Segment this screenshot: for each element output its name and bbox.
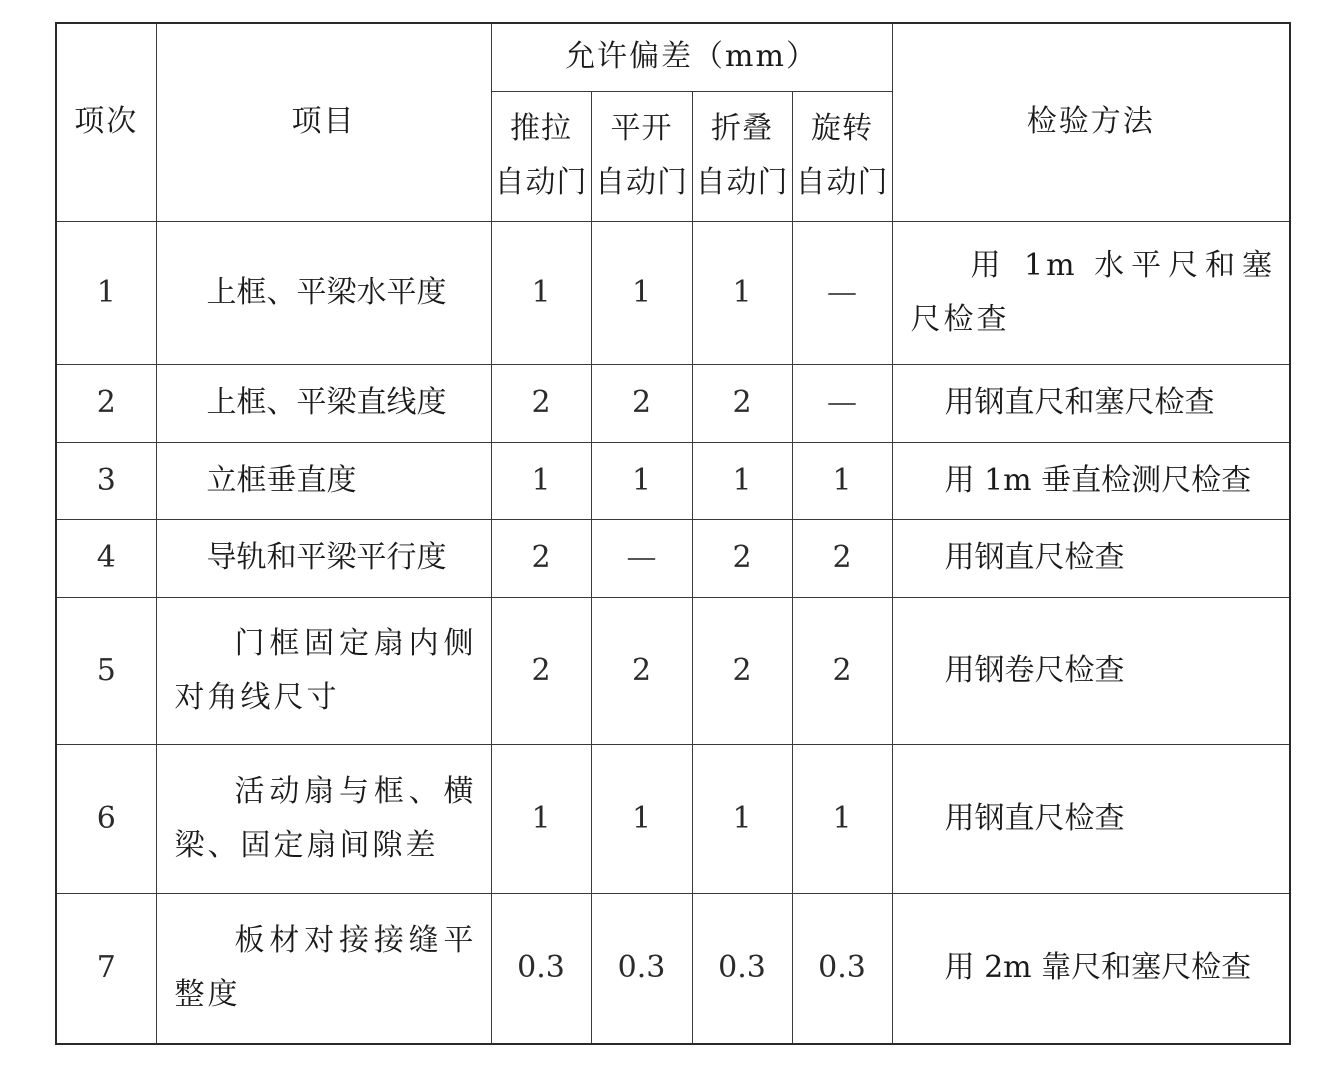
row-value: 0.3 (591, 893, 692, 1044)
row-value: 2 (591, 597, 692, 744)
row-value: 1 (692, 744, 792, 893)
row-value: 2 (792, 597, 892, 744)
door-type-suffix: 自动门 (695, 165, 789, 200)
row-index: 2 (56, 364, 156, 442)
header-door-type (491, 91, 591, 221)
row-value: 1 (792, 442, 892, 519)
row-method: 用钢直尺检查 (892, 744, 1290, 893)
row-value: 1 (792, 744, 892, 893)
row-index: 1 (56, 221, 156, 364)
row-value: — (792, 221, 892, 364)
row-method: 用 1m 水平尺和塞尺检查 (892, 221, 1290, 364)
table-row (56, 597, 1290, 744)
row-value: — (591, 519, 692, 597)
row-item: 上框、平梁水平度 (156, 221, 491, 364)
table-row (56, 744, 1290, 893)
row-value: 2 (491, 364, 591, 442)
row-method: 用 2m 靠尺和塞尺检查 (892, 893, 1290, 1044)
header-index: 项次 (56, 23, 156, 221)
row-value: 0.3 (692, 893, 792, 1044)
row-value: 1 (491, 221, 591, 364)
row-value: 2 (692, 364, 792, 442)
row-value: 2 (491, 597, 591, 744)
header-door-type (591, 91, 692, 221)
row-value: 2 (792, 519, 892, 597)
row-value: 1 (591, 221, 692, 364)
row-method: 用 1m 垂直检测尺检查 (892, 442, 1290, 519)
tolerance-table (55, 22, 1291, 1045)
row-index: 7 (56, 893, 156, 1044)
door-type-name: 折叠 (711, 111, 773, 146)
row-item: 上框、平梁直线度 (156, 364, 491, 442)
door-type-suffix: 自动门 (795, 165, 889, 200)
table-row (56, 519, 1290, 597)
row-index: 4 (56, 519, 156, 597)
header-door-type (792, 91, 892, 221)
door-type-name: 推拉 (510, 111, 572, 146)
door-type-suffix: 自动门 (494, 165, 588, 200)
row-method: 用钢卷尺检查 (892, 597, 1290, 744)
door-type-suffix: 自动门 (595, 165, 688, 200)
row-index: 5 (56, 597, 156, 744)
row-value: 1 (491, 442, 591, 519)
row-value: 2 (491, 519, 591, 597)
header-item: 项目 (156, 23, 491, 221)
row-item: 立框垂直度 (156, 442, 491, 519)
row-item: 板材对接接缝平整度 (156, 893, 491, 1044)
table-row (56, 442, 1290, 519)
row-index: 6 (56, 744, 156, 893)
row-method: 用钢直尺检查 (892, 519, 1290, 597)
header-tolerance-group: 允许偏差（mm） (491, 23, 892, 91)
door-type-name: 平开 (610, 111, 673, 146)
header-row-top (56, 23, 1290, 91)
row-item: 活动扇与框、横梁、固定扇间隙差 (156, 744, 491, 893)
row-value: — (792, 364, 892, 442)
row-method: 用钢直尺和塞尺检查 (892, 364, 1290, 442)
table-row (56, 221, 1290, 364)
header-door-type (692, 91, 792, 221)
header-method: 检验方法 (892, 23, 1290, 221)
row-value: 1 (591, 744, 692, 893)
row-value: 1 (692, 221, 792, 364)
tolerance-table-sheet (55, 22, 1289, 1043)
row-value: 0.3 (792, 893, 892, 1044)
row-value: 2 (591, 364, 692, 442)
table-row (56, 893, 1290, 1044)
row-value: 1 (591, 442, 692, 519)
row-value: 0.3 (491, 893, 591, 1044)
door-type-name: 旋转 (811, 111, 874, 146)
table-row (56, 364, 1290, 442)
row-item: 导轨和平梁平行度 (156, 519, 491, 597)
row-item: 门框固定扇内侧对角线尺寸 (156, 597, 491, 744)
row-value: 1 (491, 744, 591, 893)
row-index: 3 (56, 442, 156, 519)
row-value: 2 (692, 519, 792, 597)
row-value: 2 (692, 597, 792, 744)
row-value: 1 (692, 442, 792, 519)
